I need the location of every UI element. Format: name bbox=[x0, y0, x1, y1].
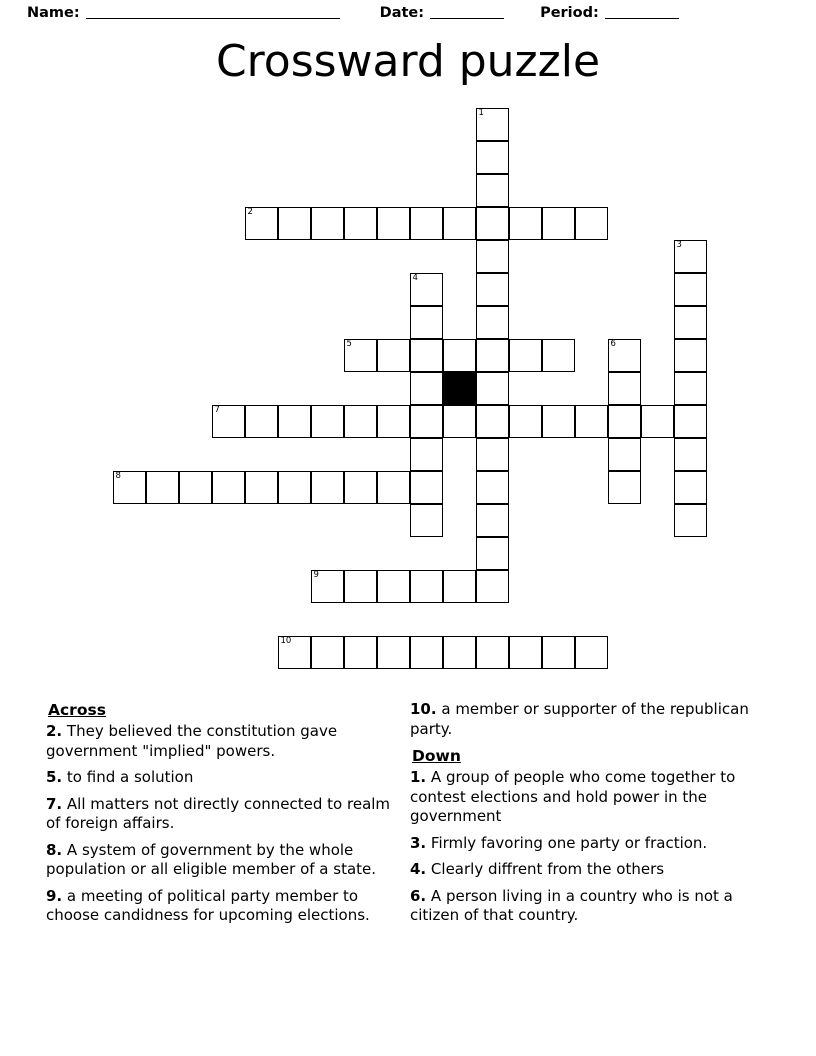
grid-cell[interactable] bbox=[311, 570, 344, 603]
grid-cell[interactable] bbox=[575, 405, 608, 438]
clue-across-2-text: They believed the constitution gave government "implied" powers. bbox=[46, 722, 338, 760]
grid-cell-number: 5 bbox=[346, 339, 352, 349]
grid-cell-number: 3 bbox=[676, 240, 682, 250]
grid-cell[interactable] bbox=[476, 306, 509, 339]
grid-cell[interactable] bbox=[146, 471, 179, 504]
grid-cell[interactable] bbox=[476, 372, 509, 405]
grid-cell[interactable] bbox=[476, 636, 509, 669]
grid-cell[interactable] bbox=[476, 174, 509, 207]
grid-cell[interactable] bbox=[476, 339, 509, 372]
grid-cell[interactable] bbox=[311, 405, 344, 438]
grid-cell[interactable] bbox=[575, 207, 608, 240]
grid-cell[interactable] bbox=[674, 306, 707, 339]
grid-cell[interactable] bbox=[410, 306, 443, 339]
grid-cell[interactable] bbox=[509, 636, 542, 669]
grid-cell[interactable] bbox=[278, 636, 311, 669]
grid-cell[interactable] bbox=[410, 570, 443, 603]
grid-cell[interactable] bbox=[278, 207, 311, 240]
page-title: Crossward puzzle bbox=[215, 36, 601, 87]
grid-cell-number: 6 bbox=[610, 339, 616, 349]
grid-cell[interactable] bbox=[245, 471, 278, 504]
grid-cell[interactable] bbox=[278, 471, 311, 504]
clue-across-8-number: 8. bbox=[46, 840, 63, 859]
grid-cell-number: 7 bbox=[214, 405, 220, 415]
grid-cell-number: 8 bbox=[115, 471, 121, 481]
clue-across-2-number: 2. bbox=[46, 722, 63, 740]
grid-cell[interactable] bbox=[212, 471, 245, 504]
grid-cell[interactable] bbox=[509, 339, 542, 372]
grid-cell[interactable] bbox=[344, 405, 377, 438]
grid-cell-number: 10 bbox=[280, 636, 292, 646]
clues-column-right bbox=[410, 700, 758, 933]
grid-cell[interactable] bbox=[443, 636, 476, 669]
clue-down-3-text: Firmly favoring one party or fraction. bbox=[430, 833, 708, 852]
clue-across-10-text: a member or supporter of the republican party. bbox=[410, 700, 749, 738]
clue-across-9-number: 9. bbox=[46, 886, 63, 905]
grid-cell[interactable] bbox=[344, 207, 377, 240]
grid-cell[interactable] bbox=[608, 339, 641, 372]
clue-down-1 bbox=[410, 768, 758, 827]
across-heading: Across bbox=[48, 701, 106, 719]
grid-cell[interactable] bbox=[311, 471, 344, 504]
grid-cell[interactable] bbox=[674, 273, 707, 306]
grid-cell[interactable] bbox=[674, 405, 707, 438]
grid-cell[interactable] bbox=[509, 405, 542, 438]
clue-across-7 bbox=[46, 795, 394, 834]
grid-cell[interactable] bbox=[608, 438, 641, 471]
grid-cell[interactable] bbox=[278, 405, 311, 438]
grid-cell-number: 1 bbox=[478, 108, 484, 118]
clue-across-10 bbox=[410, 700, 758, 739]
grid-cell[interactable] bbox=[377, 471, 410, 504]
clue-down-3-number: 3. bbox=[410, 833, 427, 852]
grid-cell[interactable] bbox=[608, 405, 641, 438]
grid-block-cell bbox=[443, 372, 476, 405]
grid-cell[interactable] bbox=[476, 438, 509, 471]
clue-across-10-number: 10. bbox=[410, 700, 437, 718]
clue-down-1-number: 1. bbox=[410, 768, 427, 786]
grid-cell-number: 2 bbox=[247, 207, 253, 217]
clue-down-1-text: A group of people who come together to contest elections and hold power in the government bbox=[410, 768, 736, 825]
grid-cell[interactable] bbox=[674, 471, 707, 504]
grid-cell[interactable] bbox=[476, 207, 509, 240]
grid-cell[interactable] bbox=[674, 240, 707, 273]
grid-cell[interactable] bbox=[674, 438, 707, 471]
clue-down-4-text: Clearly diffrent from the others bbox=[430, 860, 665, 878]
date-label: Date: bbox=[379, 5, 425, 21]
clue-down-6 bbox=[410, 887, 758, 926]
grid-cell[interactable] bbox=[509, 207, 542, 240]
grid-cell[interactable] bbox=[542, 339, 575, 372]
grid-cell[interactable] bbox=[476, 405, 509, 438]
grid-cell[interactable] bbox=[476, 141, 509, 174]
clue-across-5-number: 5. bbox=[46, 768, 63, 786]
grid-cell[interactable] bbox=[542, 207, 575, 240]
grid-cell[interactable] bbox=[641, 405, 674, 438]
grid-cell[interactable] bbox=[113, 471, 146, 504]
grid-cell[interactable] bbox=[245, 207, 278, 240]
clue-across-8 bbox=[46, 841, 394, 880]
grid-cell[interactable] bbox=[443, 570, 476, 603]
clue-down-3 bbox=[410, 834, 758, 854]
grid-cell[interactable] bbox=[443, 207, 476, 240]
grid-cell-number: 9 bbox=[313, 570, 319, 580]
clue-down-4-number: 4. bbox=[410, 860, 427, 878]
clue-down-6-text: A person living in a country who is not a citizen of that country. bbox=[410, 886, 733, 924]
grid-cell[interactable] bbox=[311, 636, 344, 669]
grid-cell[interactable] bbox=[476, 471, 509, 504]
grid-cell[interactable] bbox=[179, 471, 212, 504]
grid-cell[interactable] bbox=[344, 339, 377, 372]
grid-cell[interactable] bbox=[674, 504, 707, 537]
grid-cell[interactable] bbox=[476, 240, 509, 273]
grid-cell[interactable] bbox=[443, 405, 476, 438]
grid-cell[interactable] bbox=[377, 207, 410, 240]
grid-cell[interactable] bbox=[410, 504, 443, 537]
grid-cell[interactable] bbox=[575, 636, 608, 669]
grid-cell[interactable] bbox=[377, 636, 410, 669]
grid-cell[interactable] bbox=[476, 273, 509, 306]
grid-cell[interactable] bbox=[410, 405, 443, 438]
clue-across-5-text: to find a solution bbox=[66, 768, 194, 786]
clue-across-7-number: 7. bbox=[46, 794, 63, 813]
grid-cell[interactable] bbox=[344, 636, 377, 669]
grid-cell[interactable] bbox=[542, 405, 575, 438]
grid-cell[interactable] bbox=[410, 372, 443, 405]
grid-cell[interactable] bbox=[476, 504, 509, 537]
grid-cell[interactable] bbox=[542, 636, 575, 669]
clue-across-8-text: A system of government by the whole population or all eligible member of a state. bbox=[46, 840, 377, 878]
grid-cell[interactable] bbox=[212, 405, 245, 438]
grid-cell[interactable] bbox=[410, 471, 443, 504]
clue-across-7-text: All matters not directly connected to realm of foreign affairs. bbox=[46, 794, 391, 832]
grid-cell[interactable] bbox=[311, 207, 344, 240]
grid-cell[interactable] bbox=[476, 108, 509, 141]
grid-cell[interactable] bbox=[410, 339, 443, 372]
grid-cell[interactable] bbox=[377, 570, 410, 603]
grid-cell[interactable] bbox=[410, 273, 443, 306]
clue-down-4 bbox=[410, 860, 758, 880]
clue-across-5 bbox=[46, 768, 394, 788]
grid-cell[interactable] bbox=[377, 339, 410, 372]
clue-down-6-number: 6. bbox=[410, 886, 427, 905]
grid-cell[interactable] bbox=[344, 471, 377, 504]
clues-section bbox=[46, 700, 770, 960]
grid-cell[interactable] bbox=[674, 372, 707, 405]
grid-cell[interactable] bbox=[443, 339, 476, 372]
grid-cell[interactable] bbox=[608, 372, 641, 405]
grid-cell[interactable] bbox=[410, 438, 443, 471]
clue-across-9-text: a meeting of political party member to choose candidness for upcoming elections. bbox=[46, 886, 370, 924]
grid-cell-number: 4 bbox=[412, 273, 418, 283]
name-label: Name: bbox=[27, 5, 80, 21]
clue-across-9 bbox=[46, 887, 394, 926]
grid-cell[interactable] bbox=[410, 636, 443, 669]
grid-cell[interactable] bbox=[608, 471, 641, 504]
grid-cell[interactable] bbox=[245, 405, 278, 438]
down-heading: Down bbox=[412, 747, 461, 765]
grid-cell[interactable] bbox=[410, 207, 443, 240]
period-label: Period: bbox=[540, 5, 599, 21]
grid-cell[interactable] bbox=[674, 339, 707, 372]
grid-cell[interactable] bbox=[344, 570, 377, 603]
clues-column-left bbox=[46, 700, 394, 933]
grid-cell[interactable] bbox=[476, 537, 509, 570]
grid-cell[interactable] bbox=[377, 405, 410, 438]
grid-cell[interactable] bbox=[476, 570, 509, 603]
clue-across-2 bbox=[46, 722, 394, 761]
